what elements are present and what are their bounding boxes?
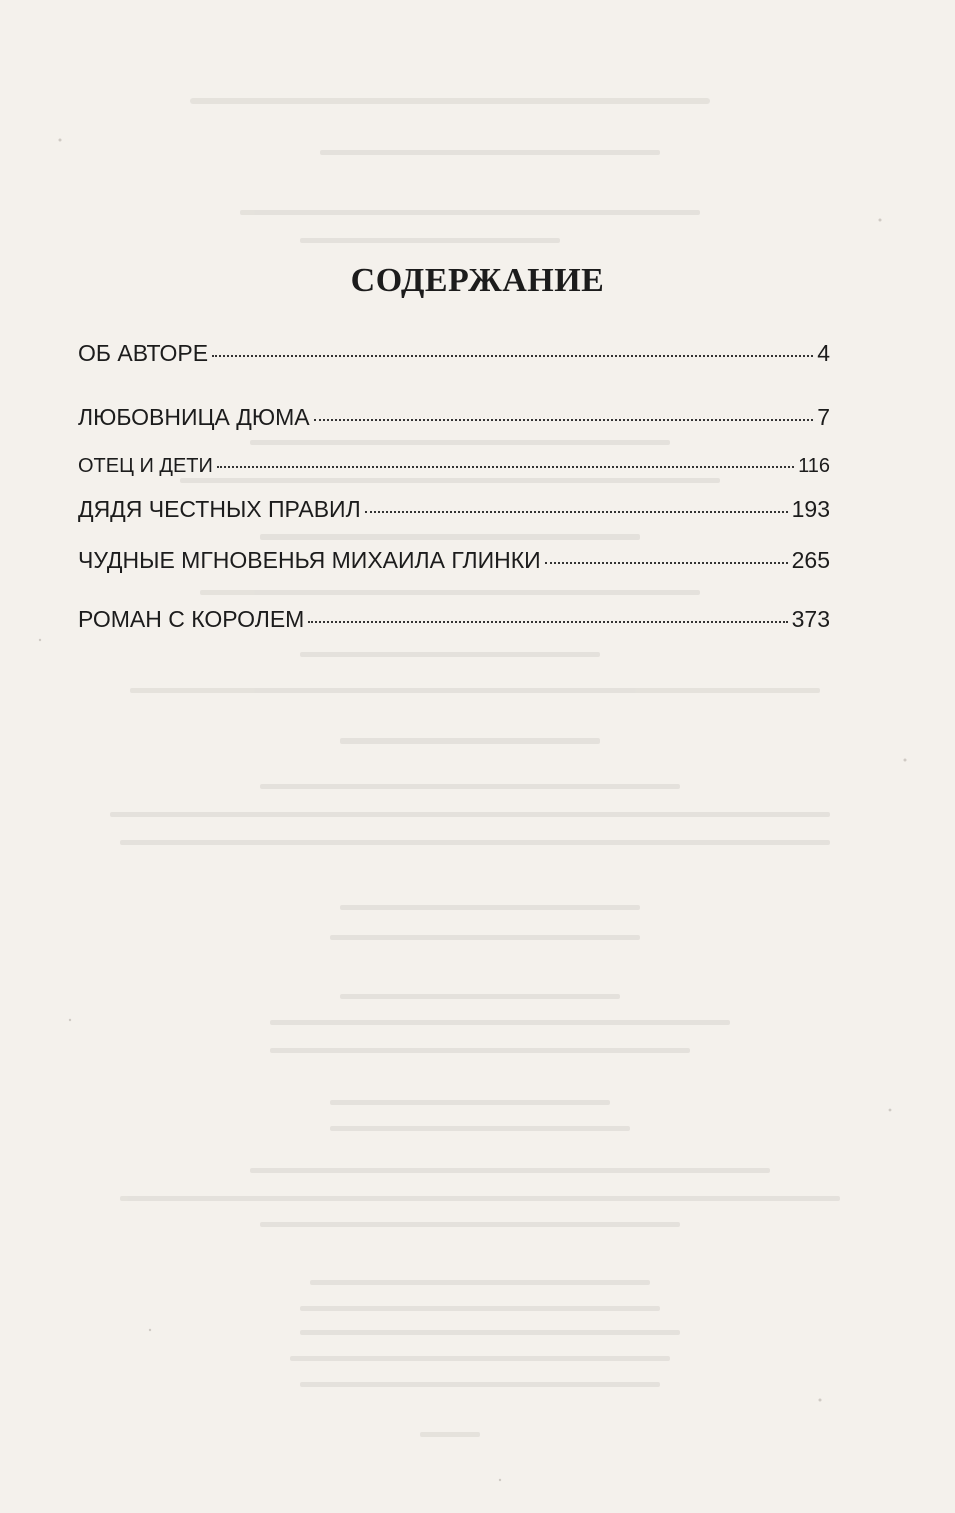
toc-entry-page: 265 [791, 547, 830, 573]
toc-entry-page: 193 [791, 496, 830, 522]
toc-entry [78, 404, 830, 431]
toc-entry-page: 373 [791, 606, 830, 632]
toc-entry [78, 455, 830, 478]
dot-leader [314, 419, 814, 421]
dot-leader [217, 466, 794, 468]
toc-entry-title: ДЯДЯ ЧЕСТНЫХ ПРАВИЛ [78, 496, 361, 522]
dot-leader [365, 511, 788, 513]
toc-entry [78, 606, 830, 633]
dot-leader [308, 621, 787, 623]
toc-entry-title: ЧУДНЫЕ МГНОВЕНЬЯ МИХАИЛА ГЛИНКИ [78, 547, 541, 573]
toc-entry-page: 4 [817, 340, 830, 366]
toc-entry-title: ОБ АВТОРЕ [78, 340, 209, 366]
toc-entry-title: ЛЮБОВНИЦА ДЮМА [78, 404, 310, 430]
toc-entry [78, 496, 830, 523]
dot-leader [212, 355, 813, 357]
dot-leader [545, 562, 788, 564]
toc-entry-page: 7 [817, 404, 830, 430]
toc-entry-title: РОМАН С КОРОЛЕМ [78, 606, 305, 632]
toc-entry [78, 547, 830, 574]
page-title: СОДЕРЖАНИЕ [350, 262, 605, 299]
toc-entry-page: 116 [798, 455, 830, 477]
toc-entry [78, 340, 830, 367]
toc-entry-title: ОТЕЦ И ДЕТИ [78, 455, 213, 477]
